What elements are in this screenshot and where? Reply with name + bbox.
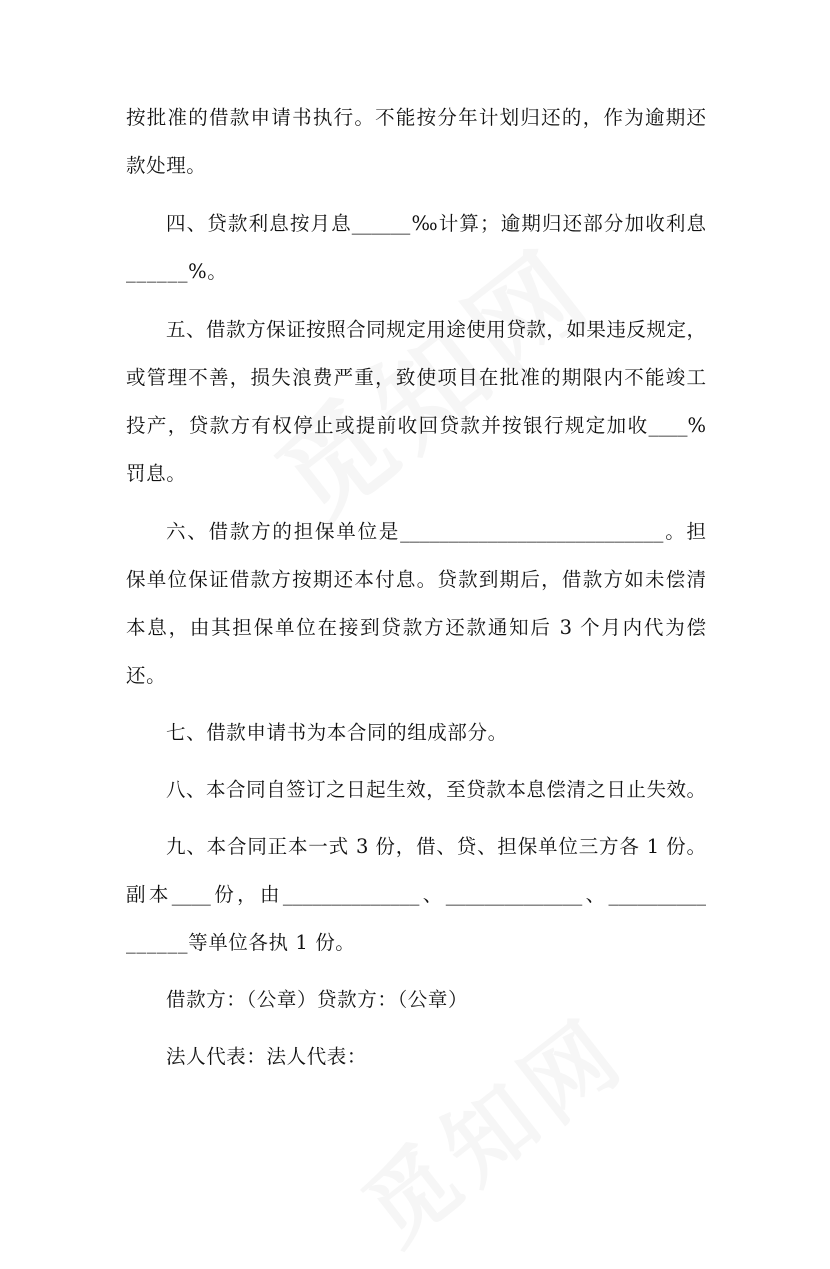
clause-6: 六、借款方的担保单位是___________________________。担	[166, 520, 706, 543]
text-line: 罚息。	[126, 462, 187, 485]
text-line: 本息，由其担保单位在接到贷款方还款通知后 3 个月内代为偿	[126, 616, 706, 639]
clause-7: 七、借款申请书为本合同的组成部分。	[166, 721, 508, 744]
text-line: ______%。	[126, 260, 228, 283]
clause-4: 四、贷款利息按月息______‰计算；逾期归还部分加收利息	[166, 212, 706, 235]
text-line: 副本____份，由______________、______________、__________	[126, 883, 706, 906]
clause-9: 九、本合同正本一式 3 份，借、贷、担保单位三方各 1 份。	[166, 835, 706, 858]
text-line: 或管理不善，损失浪费严重，致使项目在批准的期限内不能竣工	[126, 366, 706, 389]
clause-5: 五、借款方保证按照合同规定用途使用贷款，如果违反规定，	[166, 318, 706, 341]
text-line: 款处理。	[126, 154, 207, 177]
watermark-bottom	[332, 981, 648, 1268]
text-line: 保单位保证借款方按期还本付息。贷款到期后，借款方如未偿清	[126, 568, 706, 591]
text-line: 按批准的借款申请书执行。不能按分年计划归还的，作为逾期还	[126, 106, 706, 129]
text-line: 投产，贷款方有权停止或提前收回贷款并按银行规定加收____%	[126, 414, 706, 437]
legal-representatives: 法人代表：法人代表：	[166, 1045, 368, 1068]
text-line: ______等单位各执 1 份。	[126, 931, 356, 954]
signature-parties: 借款方：（公章）贷款方：（公章）	[166, 988, 469, 1011]
clause-8: 八、本合同自签订之日起生效，至贷款本息偿清之日止失效。	[166, 778, 706, 801]
text-line: 还。	[126, 664, 167, 687]
